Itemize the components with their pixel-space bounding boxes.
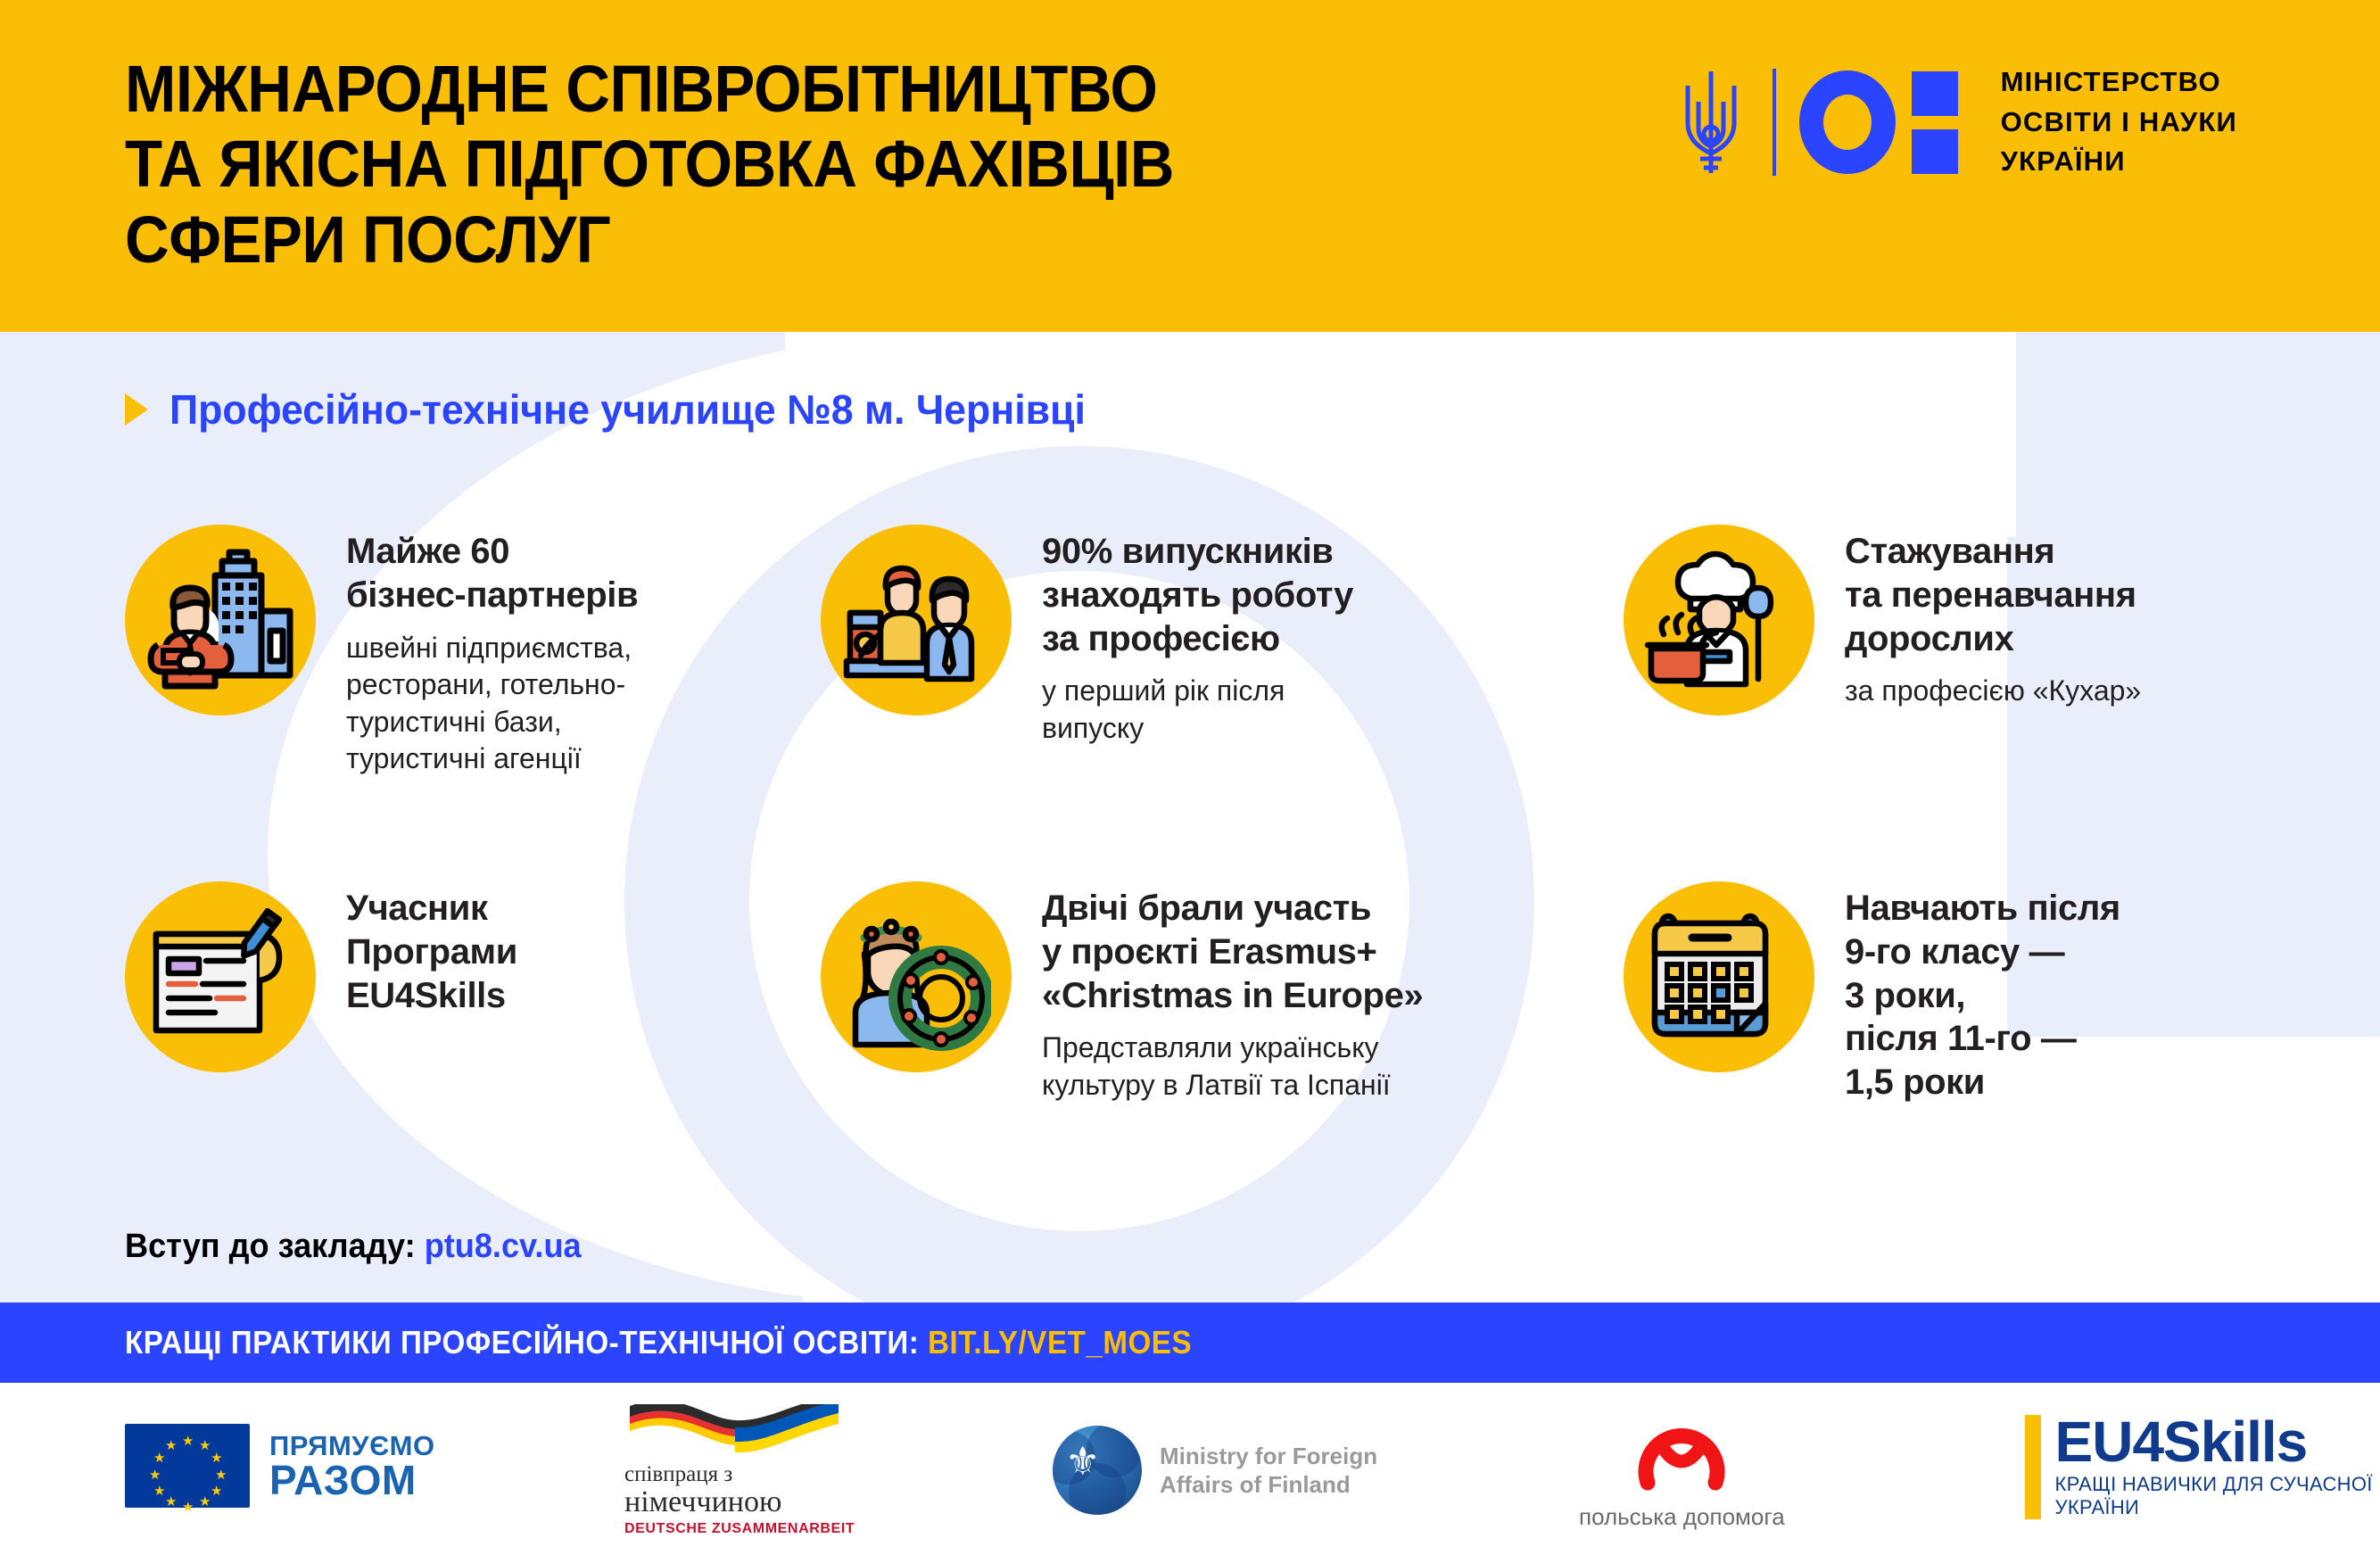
best-practices-link[interactable]: BIT.LY/VET_MOES	[928, 1324, 1193, 1360]
partner-logos-row	[0, 1383, 2380, 1563]
subtitle-line: швейні підприємства,	[346, 631, 632, 664]
triangle-bullet-icon	[125, 393, 148, 426]
title-line: 9-го класу —	[1845, 931, 2065, 972]
title-line: «Christmas in Europe»	[1042, 975, 1424, 1015]
eu4skills-accent-bar	[2025, 1415, 2041, 1519]
facts-grid	[125, 525, 2284, 1238]
best-practices-label: КРАЩІ ПРАКТИКИ ПРОФЕСІЙНО-ТЕХНІЧНОЇ ОСВІТИ:	[125, 1324, 920, 1360]
subtitle-line: туристичні агенції	[346, 742, 582, 775]
fact-card-business-partners	[125, 525, 821, 881]
eu-logo-text	[269, 1429, 435, 1503]
logo-polish-aid	[1579, 1404, 1785, 1531]
fact-card-eu4skills-participant	[125, 881, 821, 1238]
best-practices-bar	[0, 1302, 2380, 1383]
polish-aid-smile-icon	[1635, 1404, 1728, 1497]
enrollment-link[interactable]: ptu8.cv.ua	[424, 1228, 582, 1265]
christmas-wreath-icon	[821, 881, 1012, 1072]
subtitle-line: за професією «Кухар»	[1845, 674, 2142, 707]
polish-aid-label: польська допомога	[1579, 1503, 1785, 1530]
fact-card-text	[346, 881, 517, 1030]
ukraine-trident-icon	[1673, 66, 1749, 178]
enrollment-info	[125, 1228, 582, 1266]
logo-finland-mfa	[1053, 1426, 1377, 1515]
enrollment-label: Вступ до закладу:	[125, 1228, 416, 1265]
finland-line-2: Affairs of Finland	[1160, 1471, 1351, 1498]
eu4skills-tagline: КРАЩІ НАВИЧКИ ДЛЯ СУЧАСНОЇ УКРАЇНИ	[2054, 1472, 2373, 1518]
title-line: 1,5 роки	[1845, 1063, 1985, 1103]
fact-card-title	[346, 530, 638, 617]
subtitle-line: туристичні бази,	[346, 705, 562, 738]
eu-logo-line-2: РАЗОМ	[269, 1456, 417, 1503]
german-coop-line-3: DEUTSCHE ZUSAMMENARBEIT	[624, 1520, 855, 1536]
finland-logo-text	[1160, 1442, 1377, 1500]
fact-card-subtitle	[1042, 1030, 1423, 1104]
finland-line-1: Ministry for Foreign	[1160, 1442, 1378, 1469]
logo-german-cooperation	[624, 1404, 856, 1537]
title-line: Майже 60	[346, 532, 510, 571]
fact-card-adult-retraining	[1624, 525, 2284, 881]
subtitle-line: Представляли українську	[1042, 1031, 1379, 1064]
ministry-text-line-2: ОСВІТИ І НАУКИ	[2000, 105, 2237, 137]
best-practices-text	[125, 1324, 1192, 1361]
title-line: за професією	[1042, 618, 1280, 658]
title-line: дорослих	[1845, 618, 2014, 658]
eu-logo-line-1: ПРЯМУЄМО	[269, 1429, 435, 1461]
german-coop-line-1: співпраця з	[624, 1462, 733, 1486]
institution-name: Професійно-технічне училище №8 м. Чернівці	[169, 386, 1086, 433]
certificate-document-icon	[125, 881, 316, 1072]
header-banner	[0, 0, 2380, 332]
ministry-text-line-1: МІНІСТЕРСТВО	[2000, 66, 2221, 98]
business-partners-icon	[125, 525, 316, 715]
fact-card-text	[1042, 881, 1423, 1104]
fact-card-title	[1042, 530, 1353, 660]
fact-card-title	[1042, 887, 1423, 1017]
title-line: у проєкті Erasmus+	[1042, 931, 1377, 972]
subtitle-line: ресторани, готельно-	[346, 668, 626, 701]
subtitle-line: випуску	[1042, 711, 1145, 744]
title-line: знаходять роботу	[1042, 575, 1353, 615]
ministry-logo-text	[2001, 62, 2237, 182]
fact-card-text	[1845, 881, 2120, 1117]
fact-card-subtitle	[1042, 673, 1353, 747]
title-line: EU4Skills	[346, 975, 506, 1015]
logo-eu-moving-forward-together	[125, 1424, 435, 1515]
mon-mark-icon	[1799, 70, 1958, 174]
german-coop-line-2: німеччиною	[624, 1485, 782, 1519]
german-ukrainian-ribbon-icon	[624, 1404, 846, 1460]
title-line: після 11-го —	[1845, 1019, 2077, 1059]
page-title-line-2: ТА ЯКІСНА ПІДГОТОВКА ФАХІВЦІВ	[125, 127, 1175, 202]
mon-colon-shape	[1912, 71, 1958, 174]
fact-card-subtitle	[1845, 673, 2141, 710]
page-title-line-1: МІЖНАРОДНЕ СПІВРОБІТНИЦТВО	[125, 52, 1158, 126]
subtitle-line: культуру в Латвії та Іспанії	[1042, 1068, 1391, 1101]
title-line: 3 роки,	[1845, 975, 1966, 1015]
title-line: Стажування	[1845, 532, 2055, 571]
title-line: Учасник	[346, 889, 488, 928]
title-line: Програми	[346, 931, 517, 972]
polish-aid-wrap	[1579, 1404, 1785, 1531]
ministry-text-line-3: УКРАЇНИ	[2000, 145, 2126, 178]
logo-divider	[1773, 69, 1776, 176]
logo-eu4skills	[2025, 1410, 2380, 1519]
page-title-line-3: СФЕРИ ПОСЛУГ	[125, 202, 611, 277]
eu4skills-wordmark: EU4Skills	[2054, 1410, 2308, 1474]
finland-lion-icon: ⚜	[1065, 1440, 1101, 1484]
fact-card-title	[1845, 887, 2120, 1104]
title-line: Навчають після	[1845, 889, 2120, 928]
eu4skills-wrap	[2025, 1410, 2380, 1519]
mon-o-shape	[1799, 70, 1896, 174]
subtitle-line: у перший рік після	[1042, 674, 1285, 707]
fact-card-title	[346, 887, 517, 1017]
fact-card-study-duration	[1624, 881, 2284, 1238]
institution-heading	[125, 385, 1114, 434]
fact-card-graduates-employment	[821, 525, 1624, 881]
fact-card-subtitle	[346, 630, 638, 778]
fact-card-text	[1845, 525, 2141, 710]
fact-card-title	[1845, 530, 2141, 660]
title-line: Двічі брали участь	[1042, 889, 1372, 928]
chef-cook-icon	[1624, 525, 1814, 715]
ministry-logo	[1673, 55, 2237, 189]
graduates-employment-icon	[821, 525, 1012, 715]
fact-card-text	[346, 525, 638, 778]
fact-card-text	[1042, 525, 1353, 748]
page-title	[125, 52, 1494, 277]
finland-globe-icon	[1053, 1426, 1142, 1515]
title-line: бізнес-партнерів	[346, 575, 639, 615]
title-line: 90% випускників	[1042, 532, 1334, 571]
fact-card-erasmus-project	[821, 881, 1624, 1238]
german-cooperation-wrap	[624, 1404, 856, 1537]
title-line: та перенавчання	[1845, 575, 2136, 615]
calendar-icon	[1624, 881, 1814, 1072]
eu-flag-icon: ★ ★ ★ ★ ★ ★ ★ ★ ★ ★ ★ ★	[125, 1424, 250, 1508]
